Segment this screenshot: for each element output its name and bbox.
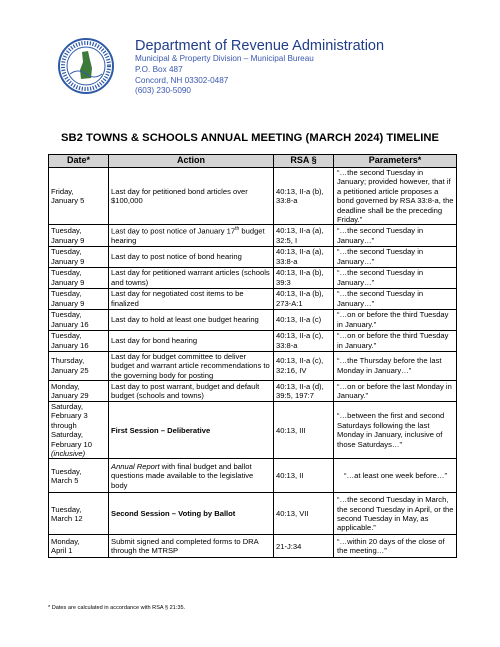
action-text: Last day to post warrant, budget and default budget (schools and towns)	[111, 381, 260, 400]
date-cell	[49, 246, 109, 267]
parameters-cell: “…on or before the third Tuesday in January.”	[334, 330, 457, 351]
date-cell	[49, 225, 109, 246]
phone-line: (603) 230-5090	[135, 86, 191, 96]
action-italic-text: Annual Report	[111, 461, 160, 471]
rsa-cell	[274, 459, 334, 493]
date-cell	[49, 459, 109, 493]
rsa-line: 40:13, II-a (a),	[276, 247, 324, 257]
parameters-cell: “…the second Tuesday in January…”	[334, 288, 457, 309]
rsa-line: 40:13, II-a (c)	[276, 315, 322, 325]
date-line: Tuesday,	[51, 289, 82, 299]
letterhead	[135, 38, 384, 97]
action-text: Last day to post notice of January 17	[111, 226, 236, 236]
parameters-cell: “…the second Tuesday in January; provided however, that if a petitioned article proposes a bond governed by RSA 33:8-a, the deadline shall be the preceding Friday.”	[334, 168, 457, 225]
date-line: February 10	[51, 439, 92, 449]
rsa-cell	[274, 493, 334, 535]
action-cell	[109, 381, 274, 402]
parameters-cell: “…within 20 days of the close of the meeting…”	[334, 535, 457, 558]
nh-revenue-seal-icon	[58, 38, 114, 94]
action-text: Last day to hold at least one budget hearing	[111, 315, 259, 325]
action-cell	[109, 288, 274, 309]
rsa-line: 40:13, II-a (b),	[276, 186, 324, 196]
date-line: January 9	[51, 256, 85, 266]
date-line: Tuesday,	[51, 268, 82, 278]
date-cell	[49, 493, 109, 535]
table-row	[49, 267, 457, 288]
date-cell	[49, 351, 109, 380]
rsa-cell	[274, 267, 334, 288]
action-cell	[109, 330, 274, 351]
date-line: January 16	[51, 340, 89, 350]
rsa-cell	[274, 168, 334, 225]
action-text: Last day for bond hearing	[111, 336, 198, 346]
date-line: April 1	[51, 546, 73, 556]
action-cell	[109, 168, 274, 225]
parameters-cell: “…at least one week before…”	[334, 459, 457, 493]
date-line: January 5	[51, 196, 85, 206]
document-title: SB2 TOWNS & SCHOOLS ANNUAL MEETING (MARCH 2024) TIMELINE	[60, 132, 440, 144]
action-cell	[109, 246, 274, 267]
table-row	[49, 381, 457, 402]
action-text: Last day for petitioned warrant articles (schools and towns)	[111, 268, 270, 287]
rsa-line: 21-J:34	[276, 541, 302, 551]
date-line: Tuesday,	[51, 310, 82, 320]
rsa-line: 32:5, I	[276, 235, 298, 245]
rsa-line: 40:13, II-a (a),	[276, 226, 324, 236]
rsa-line: 40:13, II-a (c),	[276, 356, 324, 366]
rsa-line: 33:8-a	[276, 256, 298, 266]
action-text: Second Session – Voting by Ballot	[111, 509, 236, 519]
date-line: Tuesday,	[51, 504, 82, 514]
parameters-cell: “…the Thursday before the last Monday in January…”	[334, 351, 457, 380]
rsa-line: 40:13, II-a (c),	[276, 331, 324, 341]
po-box-line: P.O. Box 487	[135, 64, 183, 74]
date-line: January 9	[51, 298, 85, 308]
rsa-cell	[274, 381, 334, 402]
date-line: Saturday,	[51, 430, 83, 440]
table-row	[49, 402, 457, 459]
table-row	[49, 330, 457, 351]
parameters-cell: “…the second Tuesday in January…”	[334, 225, 457, 246]
rsa-line: 40:13, III	[276, 425, 306, 435]
date-cell	[49, 309, 109, 330]
date-line: January 9	[51, 277, 85, 287]
date-line: Monday,	[51, 381, 80, 391]
action-cell	[109, 535, 274, 558]
rsa-cell	[274, 288, 334, 309]
date-line: Tuesday,	[51, 466, 82, 476]
action-text: Last day to post notice of bond hearing	[111, 252, 242, 262]
date-line: January 16	[51, 319, 89, 329]
rsa-cell	[274, 535, 334, 558]
date-cell	[49, 330, 109, 351]
date-cell	[49, 168, 109, 225]
rsa-line: 273-A:1	[276, 298, 303, 308]
ordinal-suffix: th	[235, 226, 240, 233]
action-text: Last day for budget committee to deliver budget and warrant article recommendations to the governing body for posting	[111, 351, 270, 380]
table-row	[49, 246, 457, 267]
date-line: January 29	[51, 391, 89, 400]
rsa-line: 40:13, II-a (d),	[276, 381, 324, 391]
action-cell	[109, 225, 274, 246]
rsa-cell	[274, 330, 334, 351]
table-row	[49, 351, 457, 380]
parameters-cell: “…on or before the third Tuesday in January.”	[334, 309, 457, 330]
date-cell	[49, 381, 109, 402]
rsa-cell	[274, 351, 334, 380]
date-line: Tuesday,	[51, 247, 82, 257]
parameters-cell: “…the second Tuesday in January…”	[334, 267, 457, 288]
action-cell	[109, 402, 274, 459]
rsa-cell	[274, 246, 334, 267]
footnote: * Dates are calculated in accordance with RSA § 21:35.	[48, 605, 186, 611]
division-line: Municipal & Property Division – Municipal Bureau	[135, 54, 314, 63]
date-line: Thursday,	[51, 356, 85, 366]
action-text: with final budget and ballot questions made available to the legislative body	[111, 461, 254, 490]
action-text: First Session – Deliberative	[111, 425, 211, 435]
date-line: March 12	[51, 513, 83, 523]
rsa-cell	[274, 309, 334, 330]
date-line: March 5	[51, 475, 79, 485]
parameters-cell: “…the second Tuesday in March, the second Tuesday in April, or the second Tuesday in May, as applicable.”	[334, 493, 457, 535]
table-header-row	[49, 155, 457, 168]
table-row	[49, 459, 457, 493]
department-name: Department of Revenue Administration	[135, 38, 385, 54]
date-note: (inclusive)	[51, 449, 86, 459]
date-cell	[49, 402, 109, 459]
rsa-line: 32:16, IV	[276, 365, 307, 375]
rsa-line: 39:3	[276, 277, 291, 287]
parameters-cell: “…between the first and second Saturdays following the last Monday in January, inclusive of those Saturdays…”	[334, 402, 457, 459]
date-line: through	[51, 420, 77, 430]
rsa-line: 40:13, II-a (b),	[276, 268, 324, 278]
rsa-cell	[274, 225, 334, 246]
column-header-date: Date*	[49, 155, 109, 168]
action-text: Last day for petitioned bond articles over $100,000	[111, 186, 248, 206]
rsa-line: 40:13, II	[276, 471, 304, 481]
date-line: Tuesday,	[51, 226, 82, 236]
rsa-line: 40:13, VII	[276, 509, 309, 519]
date-line: Tuesday,	[51, 331, 82, 341]
date-line: February 3	[51, 411, 88, 421]
action-text: budget hearing	[111, 226, 265, 246]
date-line: Saturday,	[51, 402, 83, 411]
date-cell	[49, 267, 109, 288]
date-cell	[49, 288, 109, 309]
rsa-line: 33:8-a	[276, 196, 298, 206]
rsa-line: 39:5, 197:7	[276, 391, 315, 400]
parameters-cell: “…the second Tuesday in January…”	[334, 246, 457, 267]
action-cell	[109, 309, 274, 330]
table-row	[49, 168, 457, 225]
date-cell	[49, 535, 109, 558]
column-header-parameters: Parameters*	[334, 155, 457, 168]
column-header-action: Action	[109, 155, 274, 168]
rsa-line: 33:8-a	[276, 340, 298, 350]
rsa-cell	[274, 402, 334, 459]
action-text: Submit signed and completed forms to DRA through the MTRSP	[111, 537, 259, 556]
parameters-cell: “…on or before the last Monday in January.”	[334, 381, 457, 402]
table-row	[49, 309, 457, 330]
action-cell	[109, 459, 274, 493]
action-cell	[109, 267, 274, 288]
timeline-table	[48, 154, 457, 558]
date-line: January 9	[51, 235, 85, 245]
action-text: Last day for negotiated cost items to be finalized	[111, 289, 244, 308]
table-row	[49, 535, 457, 558]
table-row	[49, 225, 457, 246]
city-line: Concord, NH 03302-0487	[135, 75, 229, 85]
date-line: Friday,	[51, 186, 74, 196]
date-line: Monday,	[51, 537, 80, 547]
action-cell	[109, 351, 274, 380]
date-line: January 25	[51, 365, 89, 375]
rsa-line: 40:13, II-a (b),	[276, 289, 324, 299]
action-cell	[109, 493, 274, 535]
table-row	[49, 493, 457, 535]
table-row	[49, 288, 457, 309]
column-header-rsa: RSA §	[274, 155, 334, 168]
